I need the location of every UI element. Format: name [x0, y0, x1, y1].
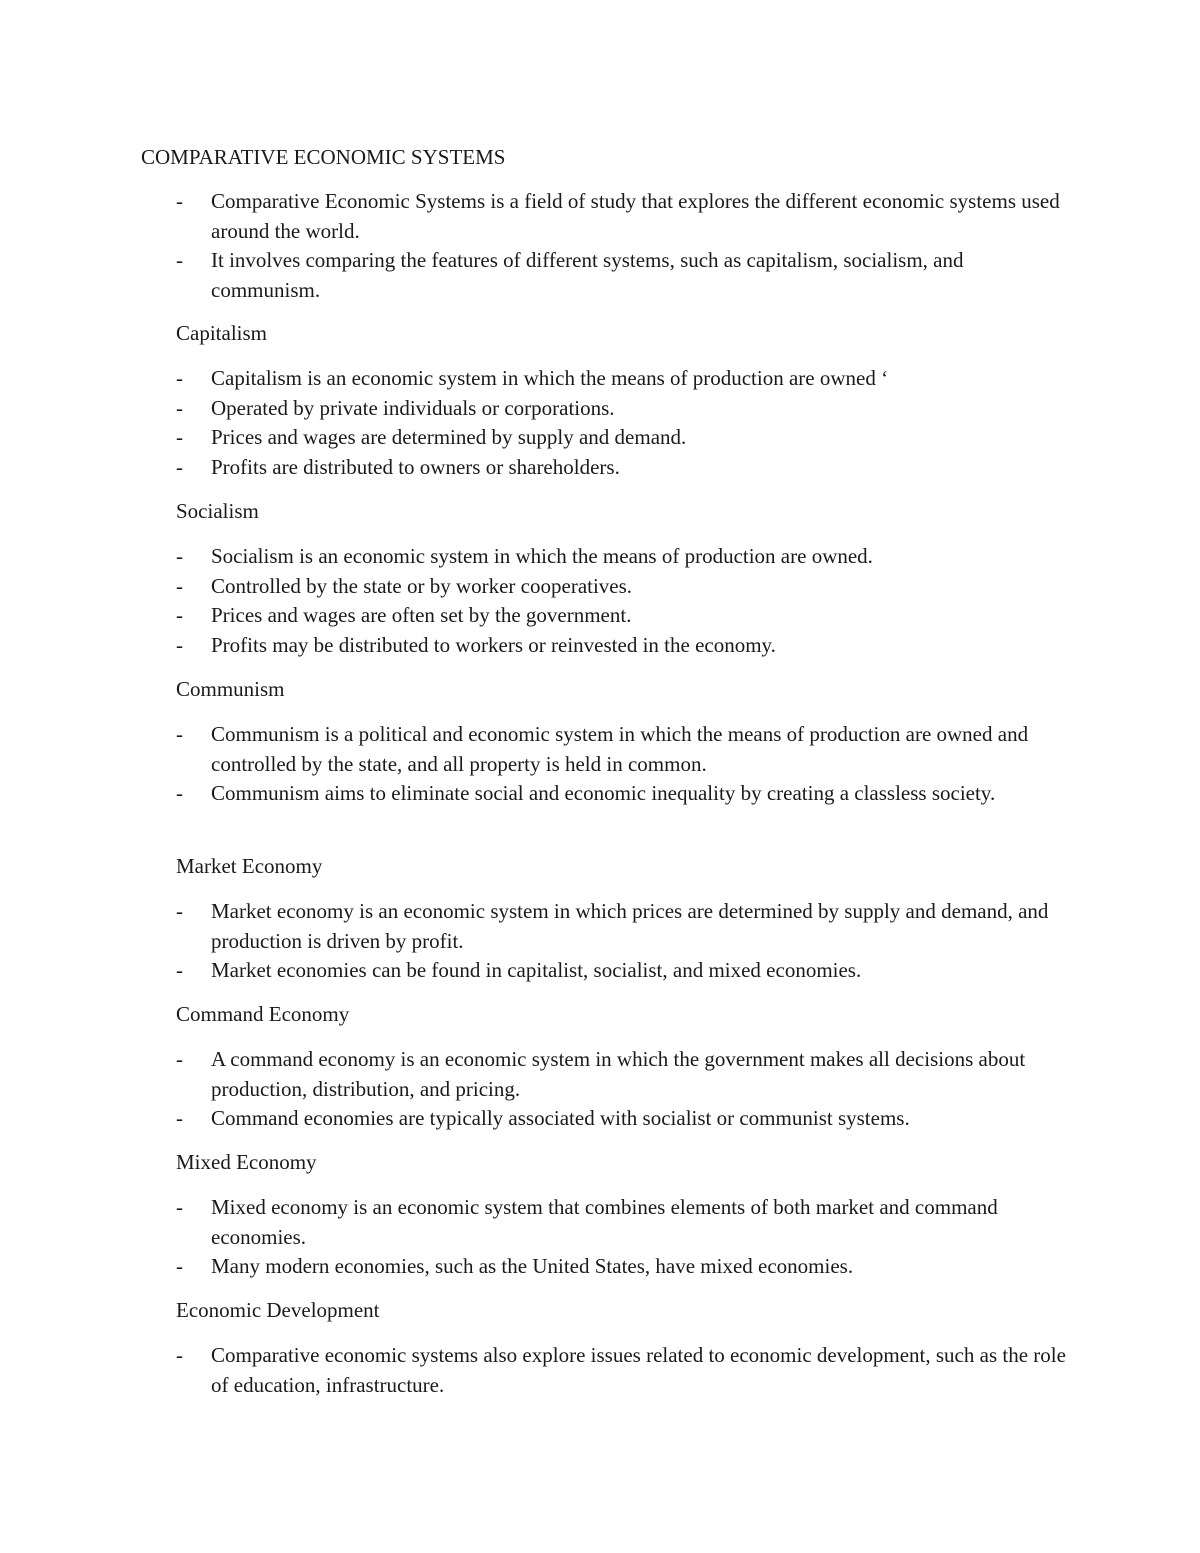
list-item-text: Socialism is an economic system in which the means of production are owned.	[211, 544, 873, 568]
section-economic-development	[176, 1296, 1076, 1400]
bullet-dash: -	[176, 1254, 183, 1278]
list-item-text: Communism is a political and economic system in which the means of production are owned and controlled by the state, and all property is held in common.	[211, 722, 1029, 776]
section-heading: Communism	[176, 677, 285, 701]
bullet-dash: -	[176, 1343, 183, 1367]
section-market-economy	[176, 852, 1076, 986]
bullet-dash: -	[176, 248, 183, 272]
bullet-dash: -	[176, 899, 183, 923]
list-item-text: Profits may be distributed to workers or reinvested in the economy.	[211, 632, 776, 657]
section-bullets	[176, 364, 1076, 482]
list-item	[176, 423, 1071, 453]
list-item	[176, 601, 1071, 631]
section-heading: Socialism	[176, 499, 259, 523]
bullet-dash: -	[176, 603, 183, 627]
list-item-text: Comparative Economic Systems is a field of study that explores the different economic systems used around the world.	[211, 189, 1060, 243]
list-item	[176, 246, 1071, 305]
section-bullets	[176, 1341, 1076, 1400]
list-item	[176, 779, 1071, 809]
bullet-dash: -	[176, 958, 183, 982]
list-item	[176, 1045, 1071, 1104]
list-item	[176, 956, 1071, 986]
section-heading: Economic Development	[176, 1298, 380, 1322]
list-item	[176, 542, 1071, 572]
list-item-text: Profits are distributed to owners or shareholders.	[211, 454, 620, 479]
section-heading: Capitalism	[176, 321, 267, 345]
bullet-dash: -	[176, 366, 183, 390]
list-item	[176, 1252, 1071, 1282]
list-item-text: Prices and wages are determined by supply and demand.	[211, 425, 687, 449]
section-mixed-economy	[176, 1148, 1076, 1282]
bullet-dash: -	[176, 1106, 183, 1130]
list-item	[176, 1104, 1071, 1134]
section-bullets	[176, 720, 1076, 809]
list-item-text: Controlled by the state or by worker cooperatives.	[211, 573, 633, 598]
bullet-dash: -	[176, 1195, 183, 1219]
list-item	[176, 897, 1071, 956]
list-item	[176, 1341, 1071, 1400]
section-heading: Mixed Economy	[176, 1150, 317, 1174]
list-item	[176, 572, 1071, 602]
document-title: COMPARATIVE ECONOMIC SYSTEMS	[141, 145, 506, 169]
section-bullets	[176, 1193, 1076, 1282]
list-item-text: Capitalism is an economic system in which the means of production are owned ‘	[211, 366, 889, 390]
list-item-text: Mixed economy is an economic system that combines elements of both market and command economies.	[211, 1195, 998, 1249]
list-item	[176, 394, 1071, 424]
bullet-dash: -	[176, 1047, 183, 1071]
section-socialism	[176, 497, 1076, 660]
section-command-economy	[176, 1000, 1076, 1134]
bullet-dash: -	[176, 632, 183, 657]
bullet-dash: -	[176, 781, 183, 805]
list-item-text: Market economy is an economic system in which prices are determined by supply and demand, and production is driven by profit.	[211, 899, 1049, 953]
list-item-text: It involves comparing the features of different systems, such as capitalism, socialism, and communism.	[211, 248, 964, 302]
list-item-text: Prices and wages are often set by the government.	[211, 603, 632, 627]
section-bullets	[176, 542, 1076, 660]
section-communism	[176, 675, 1076, 809]
list-item-text: Communism aims to eliminate social and economic inequality by creating a classless society.	[211, 781, 996, 805]
bullet-dash: -	[176, 395, 183, 420]
section-capitalism	[176, 319, 1076, 482]
bullet-dash: -	[176, 722, 183, 746]
list-item-text: Comparative economic systems also explore issues related to economic development, such as the role of education, infrastructure.	[211, 1343, 1066, 1397]
list-item	[176, 1193, 1071, 1252]
list-item	[176, 720, 1071, 779]
section-heading: Command Economy	[176, 1002, 350, 1026]
list-item	[176, 364, 1071, 394]
list-item-text: Many modern economies, such as the United States, have mixed economies.	[211, 1254, 854, 1278]
bullet-dash: -	[176, 425, 183, 449]
list-item	[176, 453, 1071, 483]
bullet-dash: -	[176, 544, 183, 568]
list-item-text: Market economies can be found in capitalist, socialist, and mixed economies.	[211, 958, 862, 982]
list-item	[176, 187, 1071, 246]
bullet-dash: -	[176, 189, 183, 213]
section-heading: Market Economy	[176, 854, 323, 878]
list-item-text: Operated by private individuals or corporations.	[211, 395, 615, 420]
section-bullets	[176, 1045, 1076, 1134]
list-item-text: A command economy is an economic system in which the government makes all decisions about production, distribution, and pricing.	[211, 1047, 1026, 1101]
list-item-text: Command economies are typically associated with socialist or communist systems.	[211, 1106, 910, 1130]
intro-bullets	[176, 187, 1076, 305]
bullet-dash: -	[176, 454, 183, 479]
intro-list	[176, 187, 1076, 305]
section-bullets	[176, 897, 1076, 986]
list-item	[176, 631, 1071, 661]
bullet-dash: -	[176, 573, 183, 598]
